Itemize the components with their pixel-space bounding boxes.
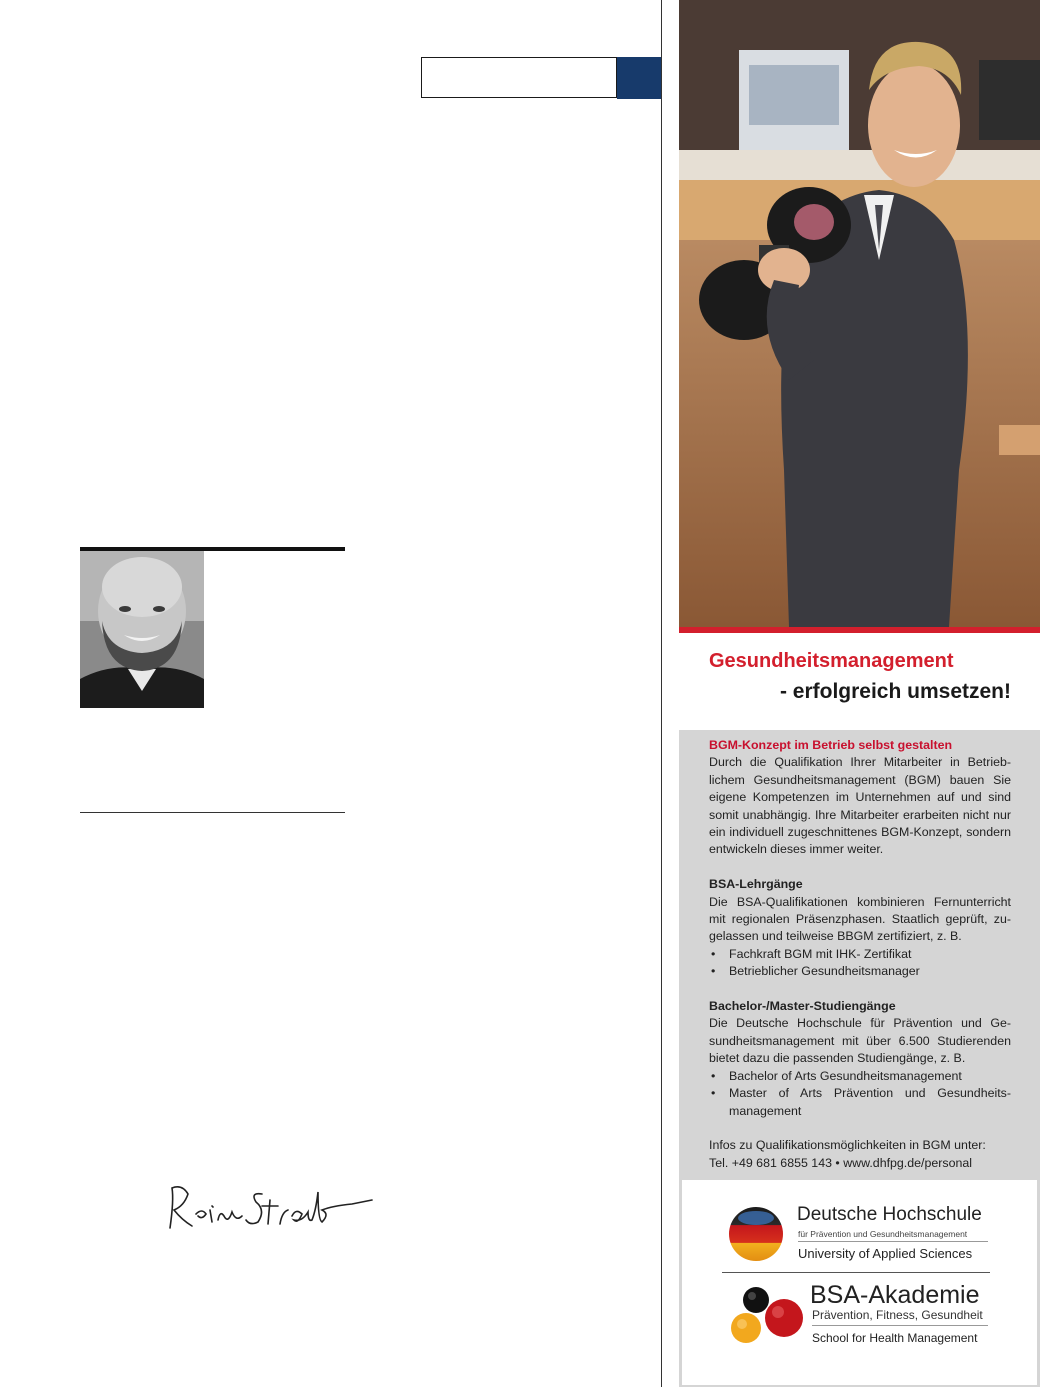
section-text-bgm: Durch die Qualifikation Ihrer Mitarbeiter in Betrieb-lichem Gesundheitsmanagement (BGM) bauen Sie eigene Kompetenzen im Unternehmen auf und sind somit unabhängig. Ihre Mitarbeiter erarbeiten nicht nur ein individuell zugeschnittenes BGM-Konzept, sondern entwickeln dieses immer weiter. — [709, 755, 1011, 857]
studies-list — [709, 1068, 1011, 1120]
bsa-school: School for Health Management — [812, 1331, 978, 1345]
ad-headline-secondary: - erfolgreich umsetzen! — [779, 680, 1011, 703]
list-item: • Betrieblicher Gesundheitsmanager — [709, 963, 1011, 980]
section-text-bsa: Die BSA-Qualifikationen kombinieren Fernunterricht mit regionalen Präsenzphasen. Staatlich geprüft, zu-gelassen und teilweise BBGM zertifiziert, z. B. — [709, 894, 1011, 944]
ad-text — [709, 737, 1011, 1172]
bsa-spheres-logo-icon — [726, 1282, 806, 1352]
section-title-bsa: BSA-Lehrgänge — [709, 877, 803, 892]
dh-rule — [798, 1241, 988, 1242]
page-divider — [661, 0, 662, 1387]
dh-university: University of Applied Sciences — [798, 1246, 973, 1261]
author-portrait-image — [80, 551, 204, 708]
contact-line: Tel. +49 681 6855 143 • www.dhfpg.de/personal — [709, 1155, 973, 1170]
section-title-studies: Bachelor-/Master-Studiengänge — [709, 999, 896, 1014]
logo-box — [682, 1180, 1037, 1385]
info-line: Infos zu Qualifikationsmöglichkeiten in BGM unter: — [709, 1138, 986, 1153]
ad-headline-box — [681, 633, 1038, 730]
author-bottom-rule — [80, 812, 345, 813]
section-title-bgm: BGM-Konzept im Betrieb selbst gestalten — [709, 738, 953, 752]
author-signature — [162, 1180, 382, 1240]
author-photo — [80, 551, 204, 708]
businessman-dumbbell-image — [679, 0, 1040, 627]
section-text-studies: Die Deutsche Hochschule für Prävention und Ge-sundheitsmanagement mit über 6.500 Studierenden bietet dazu die passenden Studiengänge, z. B. — [709, 1016, 1011, 1066]
section-header-accent — [617, 57, 662, 99]
bsa-course-list — [709, 946, 1011, 981]
dh-globe-logo-icon — [726, 1204, 786, 1264]
bsa-name: BSA-Akademie — [810, 1281, 980, 1309]
section-header-box — [421, 57, 617, 98]
ad-hero-photo — [679, 0, 1040, 627]
list-item: • Master of Arts Prävention und Gesundheits-management — [709, 1085, 1011, 1120]
logo-separator — [722, 1272, 990, 1273]
bsa-rule — [812, 1325, 988, 1326]
dh-name: Deutsche Hochschule — [797, 1204, 982, 1225]
bsa-subtitle: Prävention, Fitness, Gesundheit — [812, 1308, 983, 1322]
dh-subtitle: für Prävention und Gesundheitsmanagement — [798, 1229, 968, 1239]
ad-headline-primary: Gesundheitsmanagement — [709, 650, 954, 672]
list-item: • Fachkraft BGM mit IHK- Zertifikat — [709, 946, 1011, 963]
list-item: • Bachelor of Arts Gesundheitsmanagement — [709, 1068, 1011, 1085]
